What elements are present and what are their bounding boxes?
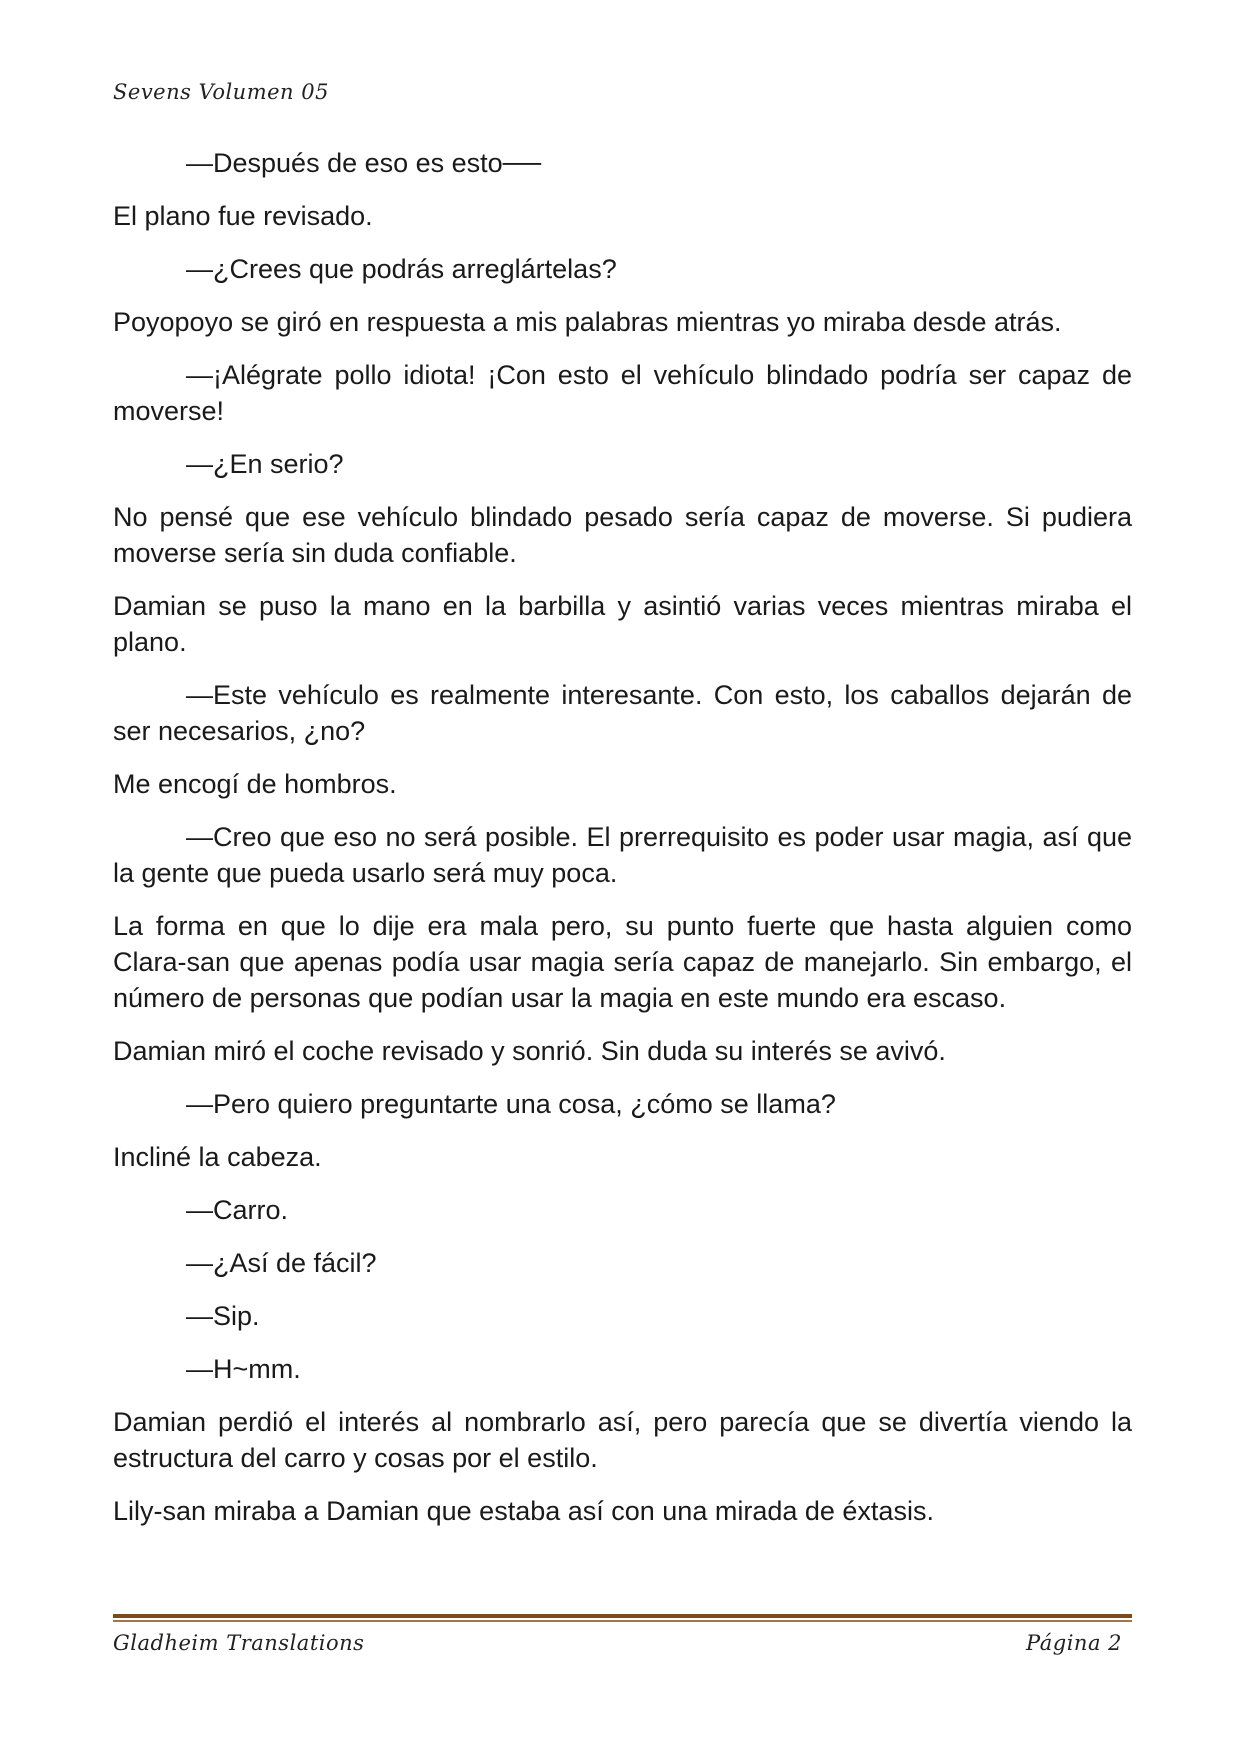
paragraph: —¿Crees que podrás arreglártelas? bbox=[186, 254, 617, 284]
paragraph: —Pero quiero preguntarte una cosa, ¿cómo se llama? bbox=[186, 1089, 836, 1119]
paragraph: —Carro. bbox=[186, 1195, 289, 1225]
paragraph: —Sip. bbox=[186, 1301, 260, 1331]
footer-credit: Gladheim Translations bbox=[113, 1631, 365, 1655]
page-number: Página 2 bbox=[1026, 1631, 1122, 1655]
paragraph: —¡Alégrate pollo idiota! ¡Con esto el vehículo blindado podría ser capaz de moverse! bbox=[113, 360, 1132, 426]
running-header: Sevens Volumen 05 bbox=[113, 80, 329, 104]
paragraph: —Después de eso es esto── bbox=[186, 148, 541, 178]
footer-divider-thick bbox=[113, 1614, 1132, 1618]
paragraph: —Creo que eso no será posible. El prerrequisito es poder usar magia, así que la gente que pueda usarlo será muy poca. bbox=[113, 822, 1132, 888]
paragraph: Incliné la cabeza. bbox=[113, 1142, 322, 1172]
paragraph: Lily-san miraba a Damian que estaba así con una mirada de éxtasis. bbox=[113, 1496, 934, 1526]
footer-divider-thin bbox=[113, 1620, 1132, 1622]
paragraph: Poyopoyo se giró en respuesta a mis palabras mientras yo miraba desde atrás. bbox=[113, 307, 1062, 337]
paragraph: Damian perdió el interés al nombrarlo así, pero parecía que se divertía viendo la estructura del carro y cosas por el estilo. bbox=[113, 1407, 1132, 1473]
paragraph: La forma en que lo dije era mala pero, su punto fuerte que hasta alguien como Clara-san que apenas podía usar magia sería capaz de manejarlo. Sin embargo, el número de personas que podían usar la magia en este mundo era escaso. bbox=[113, 911, 1132, 1013]
body-text bbox=[113, 145, 1132, 1546]
paragraph: El plano fue revisado. bbox=[113, 201, 373, 231]
paragraph: Damian miró el coche revisado y sonrió. Sin duda su interés se avivó. bbox=[113, 1036, 946, 1066]
footer-divider bbox=[113, 1614, 1132, 1623]
paragraph: No pensé que ese vehículo blindado pesado sería capaz de moverse. Si pudiera moverse sería sin duda confiable. bbox=[113, 502, 1132, 568]
paragraph: Me encogí de hombros. bbox=[113, 769, 397, 799]
paragraph: —¿Así de fácil? bbox=[186, 1248, 377, 1278]
paragraph: Damian se puso la mano en la barbilla y asintió varias veces mientras miraba el plano. bbox=[113, 591, 1132, 657]
paragraph: —Este vehículo es realmente interesante. Con esto, los caballos dejarán de ser necesarios, ¿no? bbox=[113, 680, 1132, 746]
paragraph: —H~mm. bbox=[186, 1354, 301, 1384]
paragraph: —¿En serio? bbox=[186, 449, 344, 479]
